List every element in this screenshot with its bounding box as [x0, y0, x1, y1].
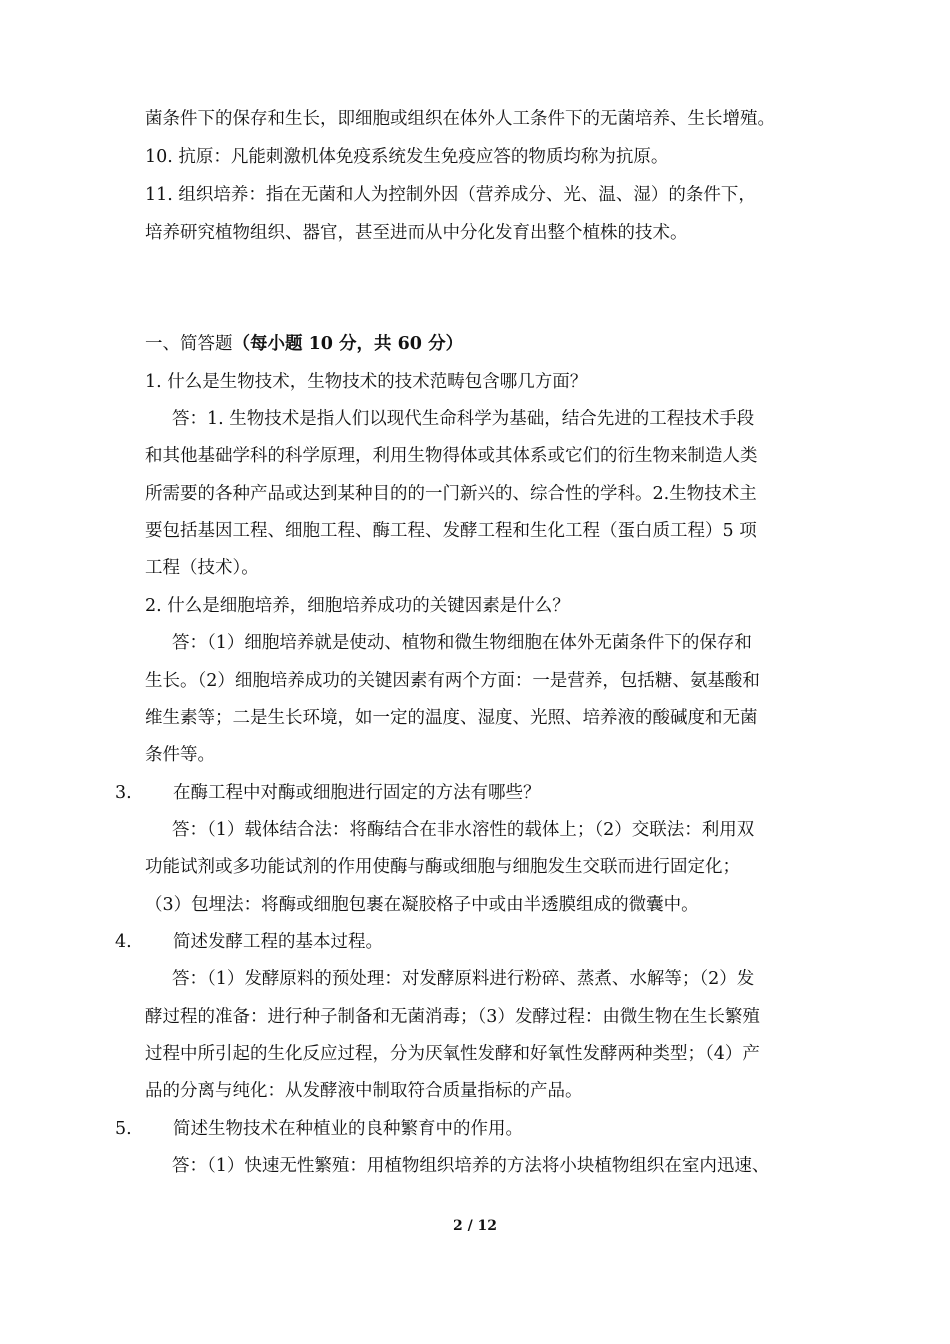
- question-text: 简述生物技术在种植业的良种繁育中的作用。: [173, 1119, 523, 1139]
- answer-line: 答：（1）发酵原料的预处理：对发酵原料进行粉碎、蒸煮、水解等；（2）发: [172, 969, 755, 989]
- answer-line: 过程中所引起的生化反应过程，分为厌氧性发酵和好氧性发酵两种类型；（4）产: [145, 1044, 760, 1064]
- text-line: 菌条件下的保存和生长，即细胞或组织在体外人工条件下的无菌培养、生长增殖。: [145, 109, 775, 129]
- answer-line: （3）包埋法：将酶或细胞包裹在凝胶格子中或由半透膜组成的微囊中。: [145, 895, 699, 915]
- answer-line: 答：（1）载体结合法：将酶结合在非水溶性的载体上；（2）交联法：利用双: [172, 820, 755, 840]
- question-3: [115, 781, 785, 805]
- answer-line: 答：1. 生物技术是指人们以现代生命科学为基础，结合先进的工程技术手段: [172, 409, 755, 429]
- answer-line: 和其他基础学科的科学原理，利用生物得体或其体系或它们的衍生物来制造人类: [145, 446, 758, 466]
- question-4: [115, 930, 785, 954]
- text-line: 11. 组织培养：指在无菌和人为控制外因（营养成分、光、温、湿）的条件下，: [145, 185, 756, 205]
- question-number: 5.: [115, 1119, 132, 1139]
- section-score-note: （每小题 10 分，共 60 分）: [232, 334, 464, 354]
- section-title: 一、简答题: [145, 334, 233, 354]
- question-5: [115, 1117, 785, 1141]
- answer-line: 所需要的各种产品或达到某种目的的一门新兴的、综合性的学科。2.生物技术主: [145, 484, 757, 504]
- answer-line: 酵过程的准备：进行种子制备和无菌消毒；（3）发酵过程：由微生物在生长繁殖: [145, 1007, 760, 1027]
- answer-line: 功能试剂或多功能试剂的作用使酶与酶或细胞与细胞发生交联而进行固定化；: [145, 857, 740, 877]
- answer-line: 答：（1）快速无性繁殖：用植物组织培养的方法将小块植物组织在室内迅速、: [172, 1156, 770, 1176]
- question-text: 在酶工程中对酶或细胞进行固定的方法有哪些？: [173, 783, 541, 803]
- page-number: 2 / 12: [452, 1218, 498, 1234]
- answer-line: 生长。（2）细胞培养成功的关键因素有两个方面：一是营养，包括糖、氨基酸和: [145, 671, 760, 691]
- answer-line: 维生素等；二是生长环境，如一定的温度、湿度、光照、培养液的酸碱度和无菌: [145, 708, 758, 728]
- question-1: 1. 什么是生物技术，生物技术的技术范畴包含哪几方面？: [145, 372, 588, 392]
- answer-line: 条件等。: [145, 745, 215, 765]
- question-number: 3.: [115, 783, 132, 803]
- text-line: 10. 抗原：凡能刺激机体免疫系统发生免疫应答的物质均称为抗原。: [145, 147, 669, 167]
- section-heading: [145, 332, 815, 356]
- question-text: 简述发酵工程的基本过程。: [173, 932, 383, 952]
- text-line: 培养研究植物组织、器官，甚至进而从中分化发育出整个植株的技术。: [145, 223, 688, 243]
- question-number: 4.: [115, 932, 132, 952]
- answer-line: 工程（技术）。: [145, 558, 259, 578]
- question-2: 2. 什么是细胞培养，细胞培养成功的关键因素是什么？: [145, 596, 570, 616]
- answer-line: 答：（1）细胞培养就是使动、植物和微生物细胞在体外无菌条件下的保存和: [172, 633, 752, 653]
- answer-line: 品的分离与纯化：从发酵液中制取符合质量指标的产品。: [145, 1081, 583, 1101]
- answer-line: 要包括基因工程、细胞工程、酶工程、发酵工程和生化工程（蛋白质工程）5 项: [145, 521, 757, 541]
